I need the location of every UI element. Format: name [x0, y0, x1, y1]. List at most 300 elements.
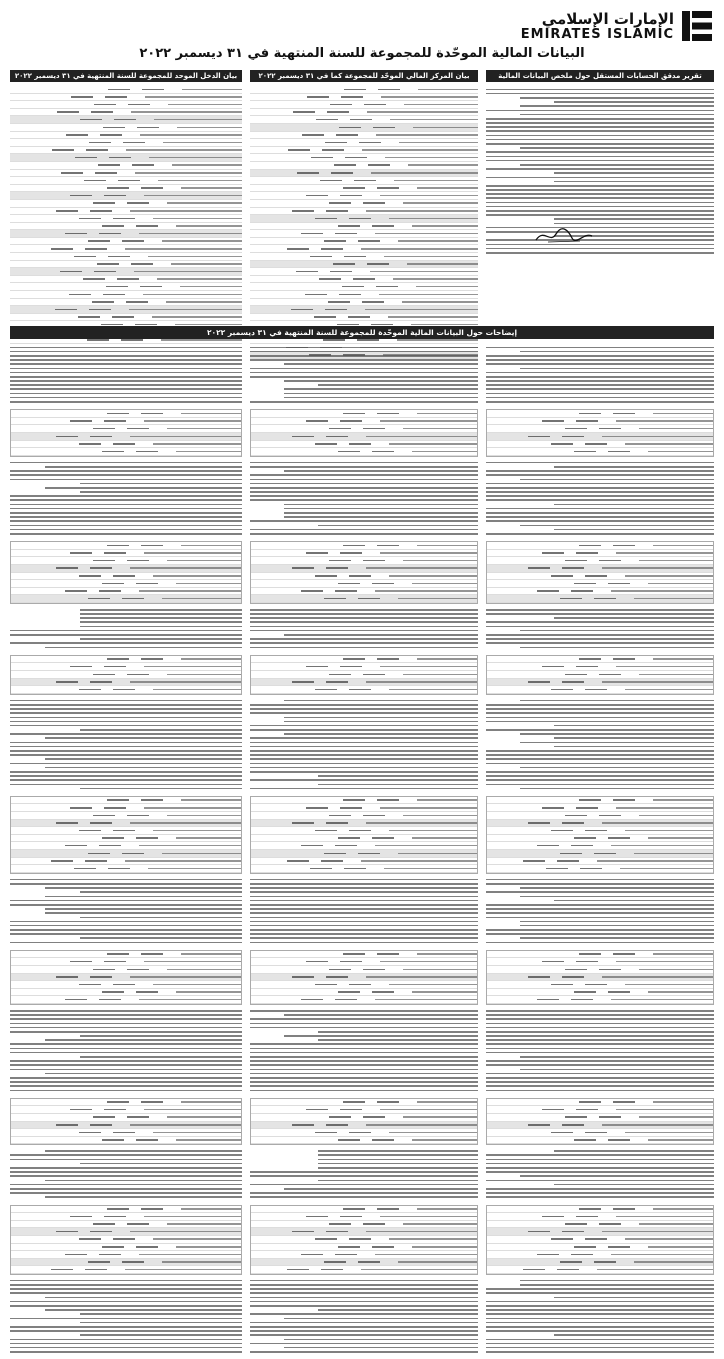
table-row: [250, 116, 478, 124]
print-line: [10, 904, 242, 906]
print-line: [486, 917, 714, 919]
print-line: [250, 763, 478, 765]
print-line: [10, 1154, 242, 1156]
print-line: [486, 89, 714, 91]
print-line: [10, 746, 242, 748]
print-line: [554, 466, 714, 468]
table-row: [487, 1099, 713, 1107]
print-line: [10, 1090, 242, 1092]
print-line: [10, 474, 242, 476]
table-row: [487, 565, 713, 573]
print-line: [486, 621, 714, 623]
print-line: [284, 393, 478, 395]
print-line: [10, 634, 242, 636]
print-line: [486, 908, 714, 910]
table-row: [251, 804, 477, 812]
print-line: [250, 630, 478, 632]
print-line: [486, 750, 714, 752]
print-line: [486, 355, 714, 357]
print-line: [486, 1163, 714, 1165]
table-row: [11, 797, 241, 805]
print-line: [10, 742, 242, 744]
table-row: [250, 291, 478, 299]
print-line: [10, 933, 242, 935]
print-line: [486, 1154, 714, 1156]
table-row: [251, 1251, 477, 1259]
print-line: [10, 1326, 242, 1328]
print-line: [250, 729, 478, 731]
print-line: [250, 1326, 478, 1328]
print-line: [10, 1339, 242, 1341]
table-row: [487, 1114, 713, 1122]
table-row: [251, 989, 477, 997]
table-row: [10, 116, 242, 124]
table-row: [10, 306, 242, 314]
print-line: [10, 929, 242, 931]
print-line: [250, 879, 478, 881]
table-row: [250, 238, 478, 246]
table-row: [251, 1221, 477, 1229]
print-line: [554, 101, 714, 103]
notes-column-left: [10, 344, 242, 1194]
table-row: [10, 147, 242, 155]
print-line: [250, 499, 478, 501]
table-row: [10, 200, 242, 208]
print-line: [80, 609, 242, 611]
table-row: [487, 989, 713, 997]
print-line: [250, 483, 478, 485]
table-row: [11, 679, 241, 687]
logo-mark-icon: [680, 9, 714, 43]
print-line: [10, 393, 242, 395]
print-line: [318, 525, 478, 527]
table-row: [487, 974, 713, 982]
print-line: [486, 1326, 714, 1328]
table-row: [250, 154, 478, 162]
print-line: [10, 1023, 242, 1025]
table-row: [250, 261, 478, 269]
print-line: [250, 771, 478, 773]
print-line: [250, 347, 478, 349]
print-line: [554, 617, 714, 619]
print-line: [486, 516, 714, 518]
table-row: [251, 433, 477, 441]
print-line: [10, 1043, 242, 1045]
table-row: [487, 595, 713, 603]
print-line: [250, 942, 478, 944]
print-line: [486, 775, 714, 777]
print-line: [250, 1077, 478, 1079]
print-line: [250, 1330, 478, 1332]
print-line: [80, 1334, 242, 1336]
print-line: [80, 1163, 242, 1165]
print-line: [486, 912, 714, 914]
print-line: [486, 1027, 714, 1029]
print-line: [10, 384, 242, 386]
print-line: [284, 512, 478, 514]
print-line: [10, 921, 242, 923]
print-line: [486, 193, 714, 195]
print-line: [486, 1167, 714, 1169]
print-line: [10, 1159, 242, 1161]
print-line: [80, 491, 242, 493]
table-row: [11, 996, 241, 1004]
print-line: [486, 634, 714, 636]
table-row: [487, 958, 713, 966]
print-line: [486, 470, 714, 472]
print-line: [250, 1196, 478, 1198]
print-line: [250, 1184, 478, 1186]
print-line: [80, 617, 242, 619]
print-line: [10, 347, 242, 349]
table-row: [11, 656, 241, 664]
print-line: [10, 1192, 242, 1194]
print-line: [45, 1297, 242, 1299]
print-line: [486, 388, 714, 390]
print-line: [10, 1171, 242, 1173]
logo-arabic: الإمارات الإسلامي: [541, 9, 674, 28]
table-row: [487, 542, 713, 550]
table-row: [10, 132, 242, 140]
print-line: [520, 700, 714, 702]
table-row: [251, 1206, 477, 1214]
print-line: [486, 1305, 714, 1307]
print-line: [10, 1284, 242, 1286]
print-line: [10, 708, 242, 710]
print-line: [486, 779, 714, 781]
print-line: [486, 704, 714, 706]
print-line: [250, 626, 478, 628]
print-line: [520, 647, 714, 649]
table-row: [487, 1266, 713, 1274]
table-row: [11, 663, 241, 671]
print-line: [80, 1322, 242, 1324]
print-line: [10, 717, 242, 719]
print-line: [250, 1284, 478, 1286]
table-row: [251, 550, 477, 558]
print-line: [284, 1035, 478, 1037]
print-line: [318, 1031, 478, 1033]
print-line: [250, 742, 478, 744]
print-line: [10, 1060, 242, 1062]
print-line: [486, 929, 714, 931]
table-row: [250, 245, 478, 253]
print-line: [486, 110, 714, 112]
print-line: [250, 937, 478, 939]
table-row: [250, 147, 478, 155]
print-line: [250, 887, 478, 889]
table-row: [11, 580, 241, 588]
table-row: [487, 981, 713, 989]
print-line: [250, 1069, 478, 1071]
table-row: [487, 418, 713, 426]
print-line: [486, 380, 714, 382]
print-line: [10, 925, 242, 927]
table-row: [251, 557, 477, 565]
print-line: [10, 1018, 242, 1020]
print-line: [520, 1284, 714, 1286]
print-line: [10, 462, 242, 464]
table-row: [251, 588, 477, 596]
print-line: [10, 351, 242, 353]
print-line: [284, 363, 478, 365]
print-line: [486, 1343, 714, 1345]
print-line: [45, 487, 242, 489]
table-row: [250, 314, 478, 322]
table-row: [251, 974, 477, 982]
print-line: [486, 1339, 714, 1341]
table-row: [11, 974, 241, 982]
print-line: [486, 177, 714, 179]
notes-bar: إيضاحات حول البيانات المالية الموحّدة للمجموعة للسنة المنتهية في ٣١ ديسمبر ٢٠٢٢: [10, 326, 714, 339]
print-line: [10, 1280, 242, 1282]
table-row: [11, 850, 241, 858]
print-line: [250, 1073, 478, 1075]
print-line: [10, 763, 242, 765]
print-line: [486, 1301, 714, 1303]
print-line: [250, 1175, 478, 1177]
table-row: [10, 299, 242, 307]
print-line: [250, 929, 478, 931]
print-line: [10, 700, 242, 702]
table-row: [11, 812, 241, 820]
print-line: [10, 1052, 242, 1054]
table-row: [251, 580, 477, 588]
print-line: [250, 1090, 478, 1092]
table-row: [487, 663, 713, 671]
table-row: [251, 951, 477, 959]
table-row: [250, 132, 478, 140]
print-line: [45, 908, 242, 910]
print-line: [45, 758, 242, 760]
print-line: [486, 754, 714, 756]
table-row: [250, 94, 478, 102]
print-line: [250, 1171, 478, 1173]
print-line: [318, 775, 478, 777]
table-row: [11, 1236, 241, 1244]
table-row: [251, 418, 477, 426]
table-row: [251, 679, 477, 687]
print-line: [250, 1313, 478, 1315]
print-line: [486, 491, 714, 493]
print-line: [10, 942, 242, 944]
table-row: [251, 835, 477, 843]
table-row: [11, 981, 241, 989]
print-line: [10, 1330, 242, 1332]
print-line: [520, 147, 714, 149]
table-row: [11, 1251, 241, 1259]
table-row: [487, 842, 713, 850]
print-line: [520, 114, 714, 116]
print-line: [250, 912, 478, 914]
print-line: [486, 474, 714, 476]
print-line: [250, 767, 478, 769]
print-line: [250, 1085, 478, 1087]
print-line: [250, 1048, 478, 1050]
print-line: [80, 638, 242, 640]
print-line: [486, 1351, 714, 1353]
table-row: [251, 1236, 477, 1244]
table-row: [11, 686, 241, 694]
table-row: [251, 958, 477, 966]
table-row: [251, 425, 477, 433]
table-row: [11, 842, 241, 850]
print-line: [10, 771, 242, 773]
table-row: [251, 1266, 477, 1274]
print-line: [80, 917, 242, 919]
print-line: [486, 372, 714, 374]
print-line: [486, 1192, 714, 1194]
print-line: [250, 708, 478, 710]
print-line: [318, 784, 478, 786]
table-row: [251, 542, 477, 550]
print-line: [250, 925, 478, 927]
print-line: [250, 355, 478, 357]
print-line: [45, 887, 242, 889]
print-line: [554, 725, 714, 727]
notes-column-middle: [250, 344, 478, 1194]
print-line: [284, 1347, 478, 1349]
print-line: [486, 1018, 714, 1020]
table-row: [251, 573, 477, 581]
print-line: [486, 1085, 714, 1087]
print-line: [10, 1027, 242, 1029]
print-line: [486, 202, 714, 204]
table-row: [11, 1228, 241, 1236]
table-row: [10, 170, 242, 178]
print-line: [10, 359, 242, 361]
print-line: [80, 1056, 242, 1058]
table-row: [11, 565, 241, 573]
table-row: [11, 1129, 241, 1137]
notes-column-right: [486, 344, 714, 1194]
table-row: [10, 253, 242, 261]
table-row: [11, 671, 241, 679]
print-line: [250, 900, 478, 902]
print-line: [520, 1056, 714, 1058]
table-row: [11, 1206, 241, 1214]
table-row: [251, 797, 477, 805]
print-line: [80, 621, 242, 623]
print-line: [10, 642, 242, 644]
print-line: [80, 1313, 242, 1315]
print-line: [486, 626, 714, 628]
print-line: [486, 1292, 714, 1294]
print-line: [250, 1280, 478, 1282]
table-row: [487, 1206, 713, 1214]
print-line: [486, 363, 714, 365]
print-line: [284, 717, 478, 719]
table-row: [251, 595, 477, 603]
print-line: [250, 533, 478, 535]
print-line: [250, 1351, 478, 1353]
print-line: [318, 1154, 478, 1156]
print-line: [486, 118, 714, 120]
table-row: [11, 595, 241, 603]
print-line: [250, 904, 478, 906]
print-line: [10, 1167, 242, 1169]
print-line: [486, 508, 714, 510]
print-line: [45, 1309, 242, 1311]
table-row: [11, 958, 241, 966]
print-line: [486, 1322, 714, 1324]
table-row: [487, 1251, 713, 1259]
table-row: [10, 314, 242, 322]
table-row: [251, 820, 477, 828]
print-line: [486, 156, 714, 158]
print-line: [250, 1056, 478, 1058]
print-line: [486, 1090, 714, 1092]
print-line: [250, 520, 478, 522]
table-row: [10, 238, 242, 246]
table-row: [10, 139, 242, 147]
print-line: [10, 1077, 242, 1079]
print-line: [486, 613, 714, 615]
table-row: [250, 283, 478, 291]
print-line: [45, 1039, 242, 1041]
print-line: [486, 1048, 714, 1050]
table-row: [487, 580, 713, 588]
table-row: [487, 410, 713, 418]
print-line: [486, 168, 714, 170]
print-line: [318, 1159, 478, 1161]
table-row: [251, 1244, 477, 1252]
table-row: [250, 139, 478, 147]
print-line: [284, 733, 478, 735]
print-line: [250, 933, 478, 935]
print-line: [520, 1280, 714, 1282]
print-line: [284, 508, 478, 510]
table-row: [251, 671, 477, 679]
print-line: [250, 1288, 478, 1290]
emirates-islamic-logo: [514, 8, 714, 44]
table-row: [10, 230, 242, 238]
print-line: [250, 613, 478, 615]
print-line: [486, 638, 714, 640]
print-line: [318, 1167, 478, 1169]
print-line: [554, 223, 714, 225]
print-line: [250, 1292, 478, 1294]
print-line: [486, 712, 714, 714]
print-line: [486, 1330, 714, 1332]
table-row: [251, 1122, 477, 1130]
print-line: [250, 917, 478, 919]
print-line: [250, 401, 478, 403]
print-line: [554, 737, 714, 739]
print-line: [486, 214, 714, 216]
table-row: [487, 1236, 713, 1244]
print-line: [520, 767, 714, 769]
income-statement-table: [10, 86, 242, 330]
signature-icon: [534, 226, 594, 246]
table-row: [250, 192, 478, 200]
table-row: [11, 588, 241, 596]
table-row: [11, 448, 241, 456]
print-line: [554, 1150, 714, 1152]
table-row: [487, 797, 713, 805]
table-row: [250, 185, 478, 193]
print-line: [10, 368, 242, 370]
table-row: [251, 827, 477, 835]
print-line: [486, 189, 714, 191]
table-row: [11, 573, 241, 581]
print-line: [486, 721, 714, 723]
print-line: [10, 779, 242, 781]
print-line: [250, 746, 478, 748]
print-line: [45, 767, 242, 769]
print-line: [250, 758, 478, 760]
print-line: [486, 883, 714, 885]
